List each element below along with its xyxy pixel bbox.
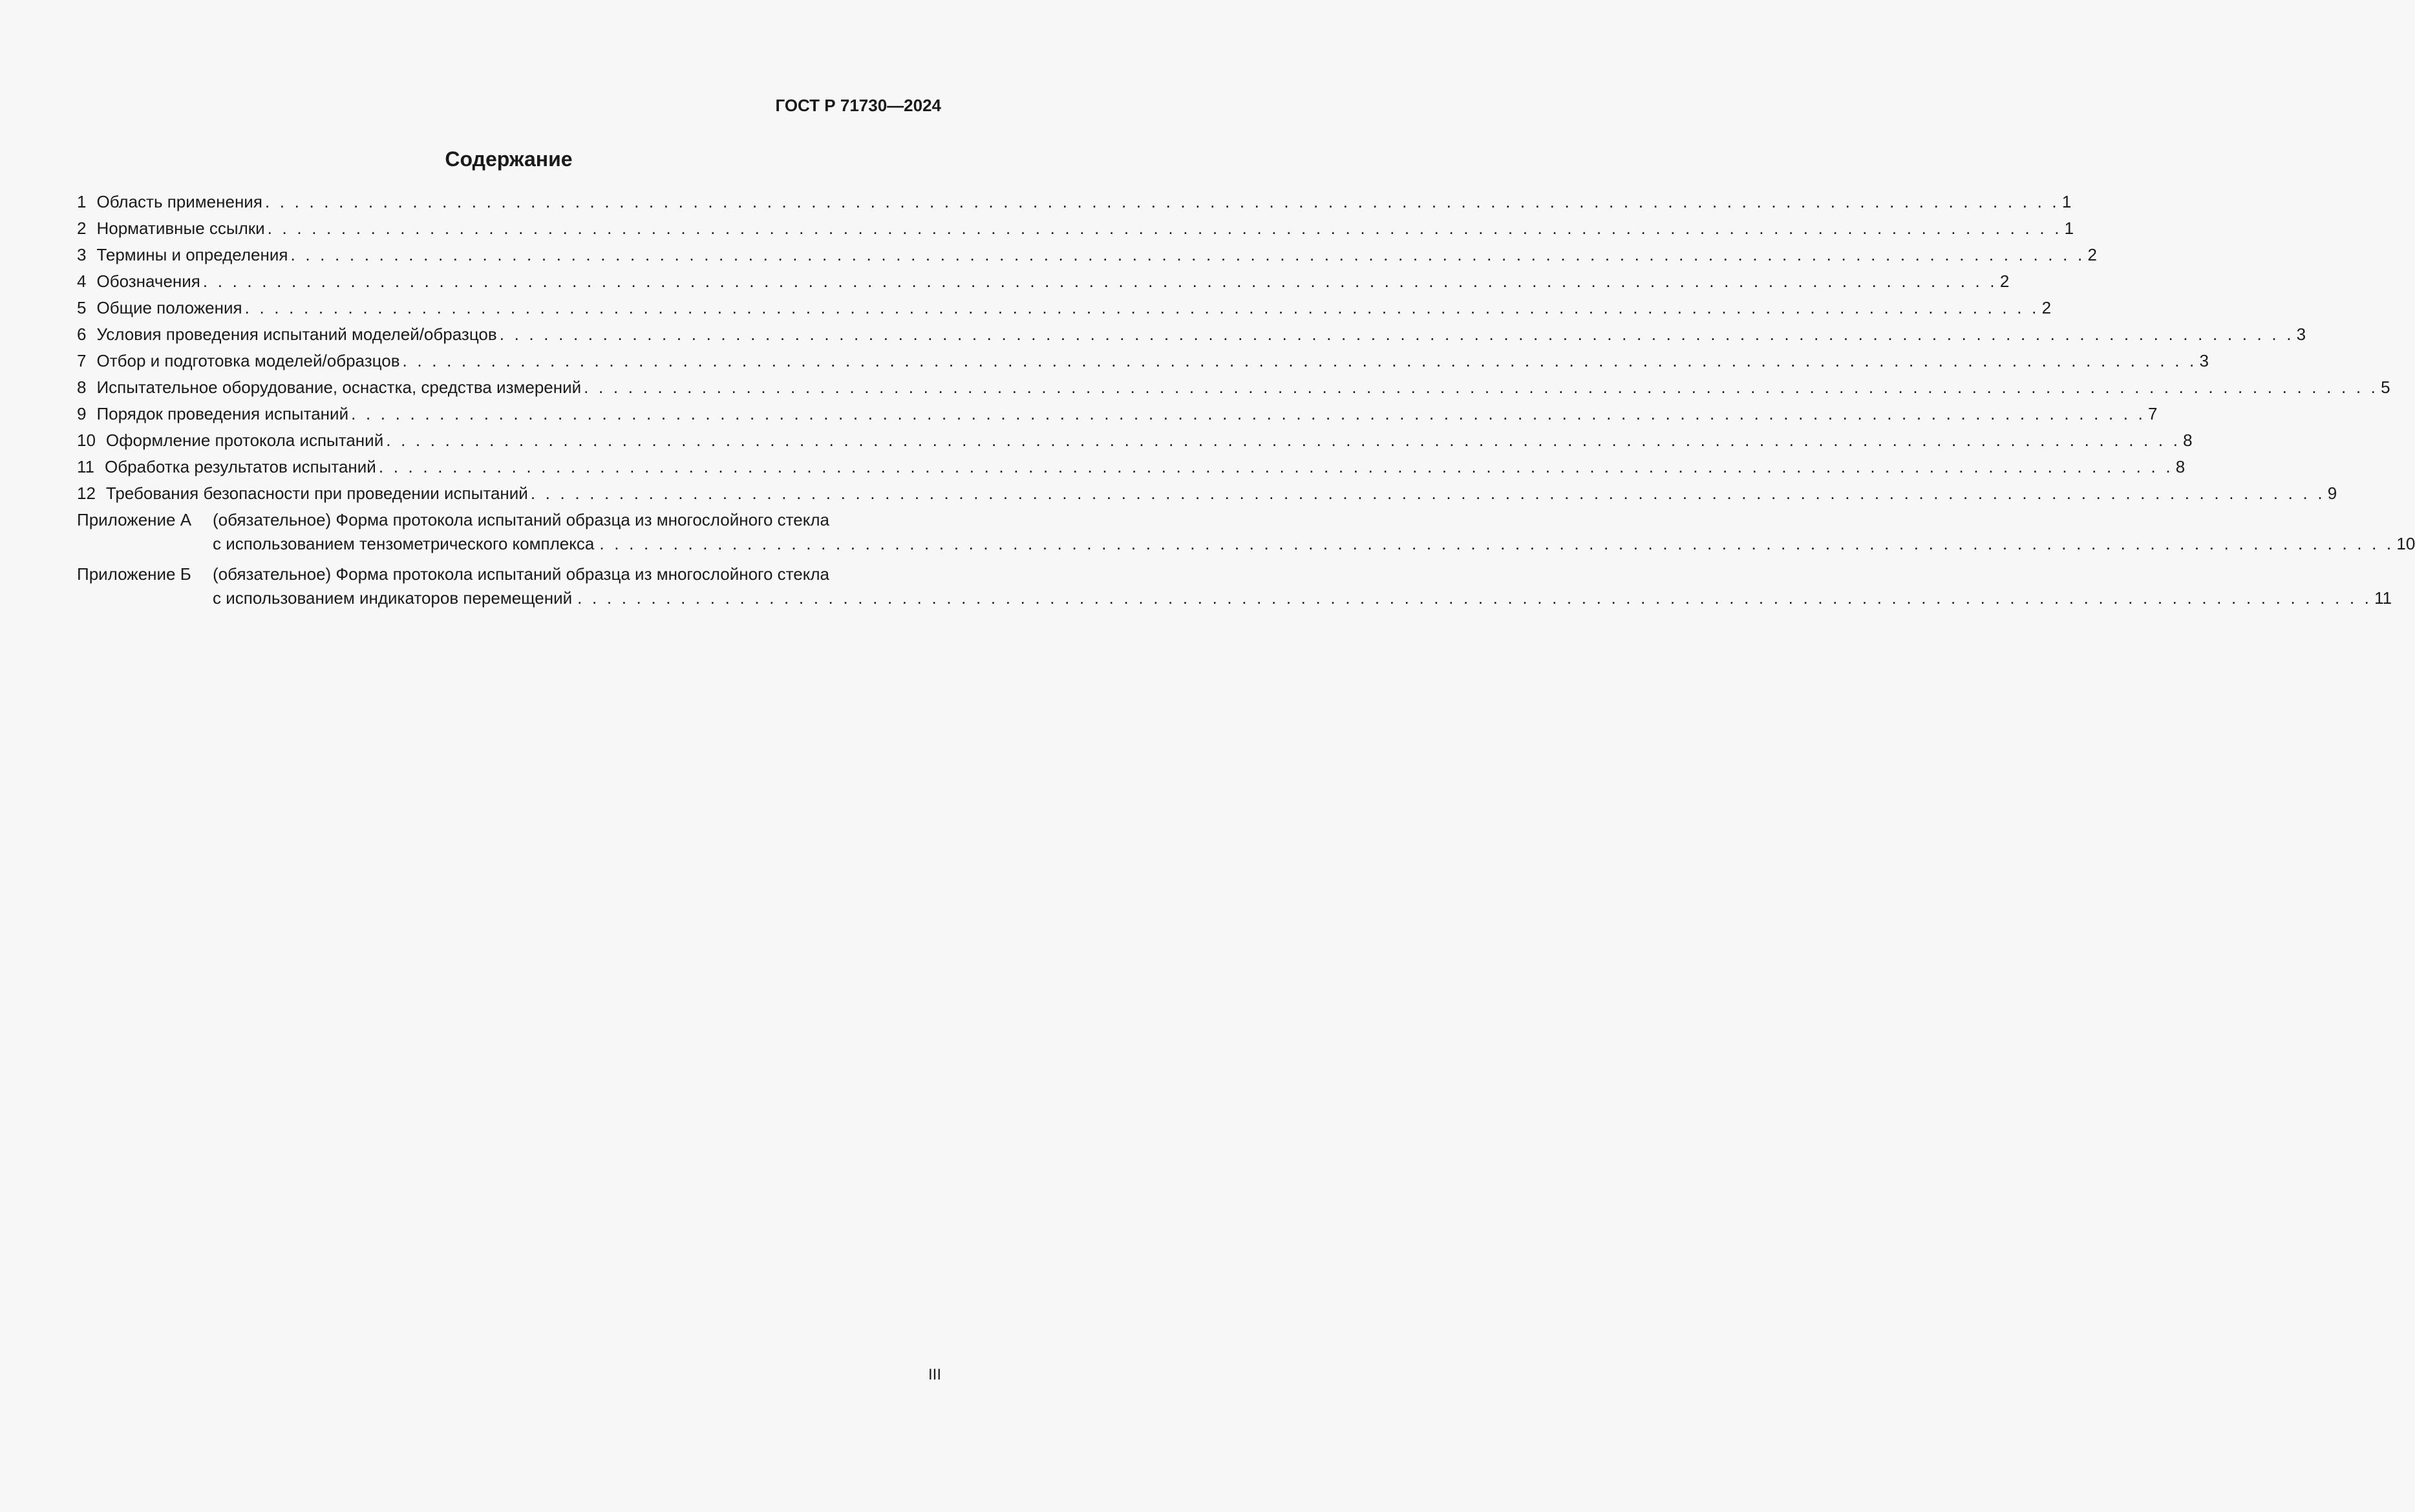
toc-leader <box>599 532 2394 556</box>
toc-entry-page: 8 <box>2175 457 2186 476</box>
toc-entry[interactable] <box>77 454 2186 480</box>
toc-entry-number: 9 <box>77 404 87 423</box>
toc-entry[interactable] <box>77 374 2390 401</box>
toc-entry[interactable] <box>77 480 2337 507</box>
toc-entry-number: 5 <box>77 298 87 317</box>
annex-page: 10 <box>2396 534 2415 553</box>
toc-entry-title: Оформление протокола испытаний <box>105 431 384 450</box>
toc-entry-number: 8 <box>77 378 87 397</box>
table-of-contents <box>77 189 2415 617</box>
toc-annex-entry[interactable] <box>77 508 2415 556</box>
toc-entry-page: 2 <box>1999 272 2010 291</box>
toc-leader <box>379 454 2173 480</box>
toc-leader <box>500 321 2294 348</box>
toc-entry-title: Область применения <box>96 192 262 211</box>
toc-entry-title: Условия проведения испытаний моделей/образцов <box>96 325 497 344</box>
document-code: ГОСТ Р 71730—2024 <box>775 96 941 115</box>
toc-leader <box>403 348 2197 374</box>
toc-entry[interactable] <box>77 242 2097 268</box>
toc-leader <box>531 480 2325 507</box>
toc-entry-title: Общие положения <box>96 298 242 317</box>
annex-body <box>213 508 2415 556</box>
toc-entry-title: Испытательное оборудование, оснастка, средства измерений <box>96 378 582 397</box>
toc-entry-title: Обозначения <box>96 272 200 291</box>
toc-entry[interactable] <box>77 295 2052 321</box>
toc-entry-title: Нормативные ссылки <box>96 218 265 238</box>
annex-label: Приложение А <box>77 510 192 529</box>
toc-entry-number: 6 <box>77 325 87 344</box>
toc-entry-page: 3 <box>2296 325 2306 344</box>
annex-page: 11 <box>2374 588 2392 608</box>
toc-entry-number: 1 <box>77 192 87 211</box>
toc-leader <box>290 242 2085 268</box>
toc-entry-page: 7 <box>2148 404 2158 423</box>
toc-entry-title: Порядок проведения испытаний <box>96 404 349 423</box>
toc-leader <box>577 586 2372 610</box>
toc-entry[interactable] <box>77 348 2209 374</box>
toc-leader <box>265 189 2059 215</box>
toc-entry[interactable] <box>77 321 2306 348</box>
toc-leader <box>245 295 2039 321</box>
toc-entry[interactable] <box>77 215 2074 242</box>
toc-entry-page: 1 <box>2061 192 2072 211</box>
toc-entry-page: 2 <box>2041 298 2052 317</box>
toc-entry-title: Отбор и подготовка моделей/образцов <box>96 351 400 370</box>
toc-entry-number: 11 <box>77 457 94 476</box>
toc-entry-number: 3 <box>77 245 87 264</box>
annex-title-line2 <box>213 586 2392 610</box>
toc-annex-entry[interactable] <box>77 562 2392 610</box>
annex-body <box>213 562 2392 610</box>
toc-entry-page: 9 <box>2327 484 2337 503</box>
toc-entry-title: Термины и определения <box>96 245 288 264</box>
toc-entry-number: 12 <box>77 484 96 503</box>
toc-entry[interactable] <box>77 189 2072 215</box>
toc-entry-page: 1 <box>2064 218 2074 238</box>
toc-entry-page: 2 <box>2087 245 2097 264</box>
toc-entry[interactable] <box>77 268 2010 295</box>
toc-leader <box>386 427 2180 454</box>
toc-leader <box>351 401 2145 427</box>
toc-leader <box>268 215 2062 242</box>
toc-entry-title: Требования безопасности при проведении испытаний <box>105 484 528 503</box>
annex-title-line2-text: с использованием индикаторов перемещений <box>213 588 573 608</box>
toc-entry-number: 2 <box>77 218 87 238</box>
toc-leader <box>584 374 2378 401</box>
toc-entry[interactable] <box>77 427 2193 454</box>
page-number: III <box>928 1366 941 1383</box>
annex-title-line2-text: с использованием тензометрического комплекса <box>213 534 595 553</box>
toc-entry[interactable] <box>77 401 2158 427</box>
annex-label: Приложение Б <box>77 564 191 584</box>
toc-entry-title: Обработка результатов испытаний <box>105 457 376 476</box>
annex-title-line1: (обязательное) Форма протокола испытаний образца из многослойного стекла <box>213 510 830 529</box>
annex-title-line2 <box>213 532 2415 556</box>
toc-entry-page: 5 <box>2381 378 2390 397</box>
toc-entry-number: 4 <box>77 272 87 291</box>
toc-leader <box>203 268 1997 295</box>
toc-entry-page: 8 <box>2183 431 2193 450</box>
toc-entry-number: 10 <box>77 431 96 450</box>
toc-entry-page: 3 <box>2199 351 2209 370</box>
toc-title: Содержание <box>445 147 573 171</box>
toc-entry-number: 7 <box>77 351 87 370</box>
annex-title-line1: (обязательное) Форма протокола испытаний образца из многослойного стекла <box>213 564 830 584</box>
